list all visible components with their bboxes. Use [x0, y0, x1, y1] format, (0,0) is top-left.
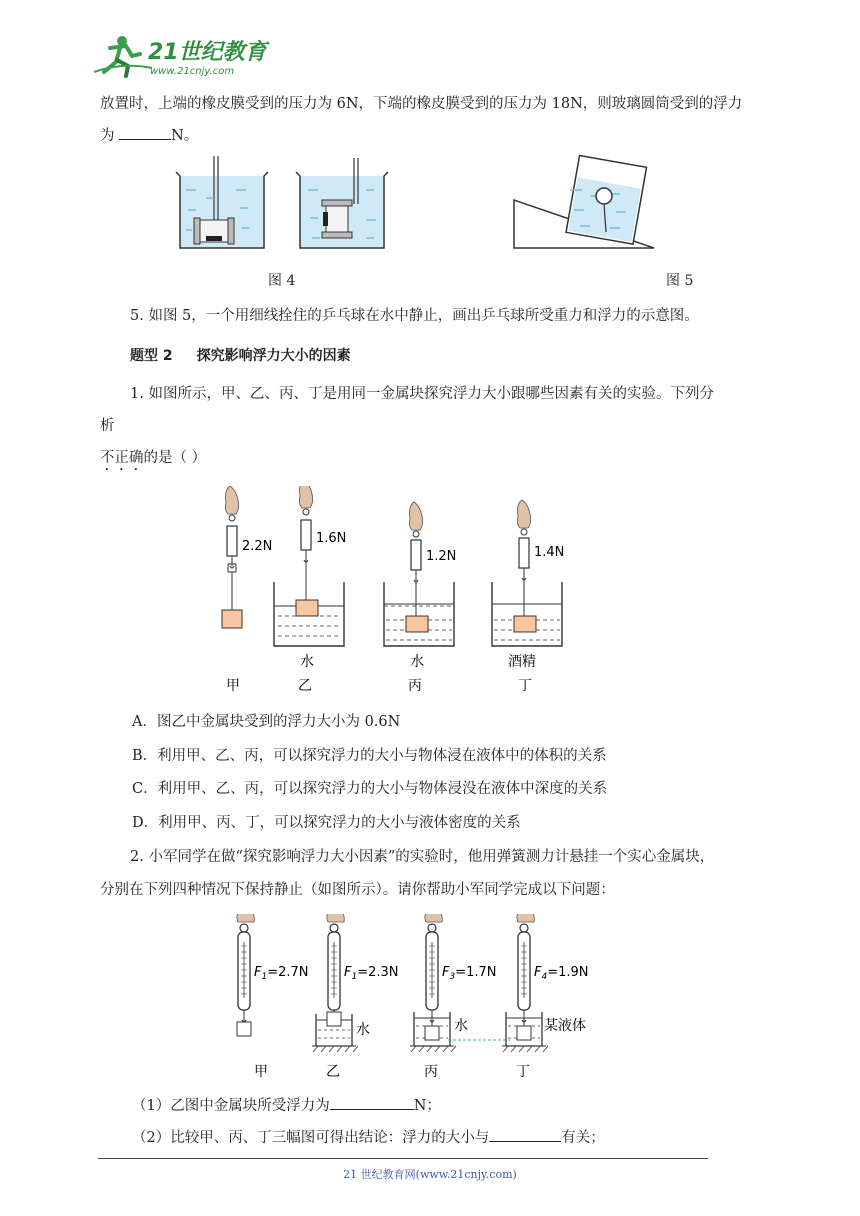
- q2-line-2: 分别在下列四种情况下保持静止（如图所示）。请你帮助小军同学完成以下问题：: [100, 882, 615, 898]
- reading-yi: 1.6N: [316, 531, 347, 546]
- q1-setup-yi: [274, 486, 346, 694]
- q2-line-1: 2. 小军同学在做“探究影响浮力大小因素”的实验时，他用弹簧测力计悬挂一个实心金属块，: [130, 849, 715, 865]
- liquid-yi: 水: [300, 654, 314, 670]
- fig5-incline: [514, 156, 654, 248]
- fig4-beaker-left: [176, 156, 268, 248]
- emphasis-not-correct: 不正确: [100, 450, 144, 466]
- answer-blank: [119, 125, 171, 140]
- q2-liquid-ding: 某液体: [544, 1018, 586, 1034]
- fig4-beaker-right: [296, 158, 388, 248]
- q1-setup-jia: [222, 486, 272, 694]
- runner-icon: [94, 36, 152, 76]
- reading-jia: 2.2N: [242, 539, 273, 554]
- q2-setup-ding: [502, 914, 589, 1080]
- fig5-caption: 图 5: [666, 273, 694, 289]
- q1-line-1: 1. 如图所示，甲、乙、丙、丁是用同一金属块探究浮力大小跟哪些因素有关的实验。下列分: [130, 386, 714, 402]
- reading-ding: 1.4N: [534, 545, 565, 560]
- label-jia: 甲: [226, 678, 240, 694]
- q1-option-a: A．图乙中金属块受到的浮力大小为 0.6N: [132, 714, 401, 730]
- q2-liquid-bing: 水: [454, 1018, 468, 1034]
- q1-setup-bing: [384, 502, 456, 694]
- q2-label-bing: 丙: [424, 1064, 438, 1080]
- force-ding: $F_4=1.9N$: [534, 965, 589, 982]
- q1-option-d: D．利用甲、丙、丁，可以探究浮力的大小与液体密度的关系: [132, 815, 521, 831]
- q2-setup-bing: [410, 914, 497, 1080]
- footer-text: 21 世纪教育网(www.21cnjy.com): [343, 1168, 517, 1181]
- q1-option-c: C．利用甲、乙、丙，可以探究浮力的大小与物体浸没在液体中深度的关系: [132, 781, 608, 797]
- section-heading: 题型 2 探究影响浮力大小的因素: [130, 348, 351, 364]
- force-bing: $F_3=1.7N$: [442, 965, 497, 982]
- q1-option-b: B．利用甲、乙、丙，可以探究浮力的大小与物体浸在液体中的体积的关系: [132, 748, 607, 764]
- force-yi: $F_1=2.3N$: [344, 965, 399, 982]
- question-5: 5. 如图 5，一个用细线拴住的乒乓球在水中静止，画出乒乓球所受重力和浮力的示意图。: [130, 308, 699, 324]
- q1-figure: [210, 486, 590, 698]
- logo-url: www.21cnjy.com: [150, 66, 235, 77]
- q2-liquid-yi: 水: [356, 1022, 370, 1038]
- liquid-ding: 酒精: [508, 654, 536, 670]
- q2-label-yi: 乙: [326, 1064, 340, 1080]
- logo-title: 21世纪教育: [148, 40, 267, 65]
- q2-figure: [228, 914, 608, 1084]
- q2-setup-jia: [237, 914, 309, 1080]
- force-jia: $F_1=2.7N$: [254, 965, 309, 982]
- figure-4-5: [170, 150, 670, 254]
- footer-rule: [98, 1158, 708, 1159]
- answer-blank-1: [330, 1095, 414, 1110]
- liquid-bing: 水: [410, 654, 424, 670]
- q2-label-ding: 丁: [516, 1064, 530, 1080]
- fig4-caption: 图 4: [268, 273, 296, 289]
- label-bing: 丙: [408, 678, 422, 694]
- answer-blank-2: [489, 1127, 561, 1142]
- q2-sub-1: （1）乙图中金属块所受浮力为 N；: [132, 1094, 441, 1115]
- q1-line-3: 不正确的是（ ）: [100, 450, 207, 466]
- label-yi: 乙: [298, 678, 312, 694]
- brand-logo: [92, 32, 272, 80]
- intro-line-1: 放置时，上端的橡皮膜受到的压力为 6N，下端的橡皮膜受到的压力为 18N，则玻璃圆筒受到的浮力: [100, 96, 743, 112]
- q2-label-jia: 甲: [254, 1064, 268, 1080]
- q2-setup-yi: [312, 914, 399, 1080]
- intro-line-2: 为 N。: [100, 124, 198, 145]
- q1-setup-ding: [492, 500, 564, 694]
- q2-sub-2: （2）比较甲、丙、丁三幅图可得出结论：浮力的大小与 有关；: [132, 1126, 605, 1147]
- q1-line-2: 析: [100, 418, 115, 434]
- label-ding: 丁: [518, 678, 532, 694]
- reading-bing: 1.2N: [426, 549, 457, 564]
